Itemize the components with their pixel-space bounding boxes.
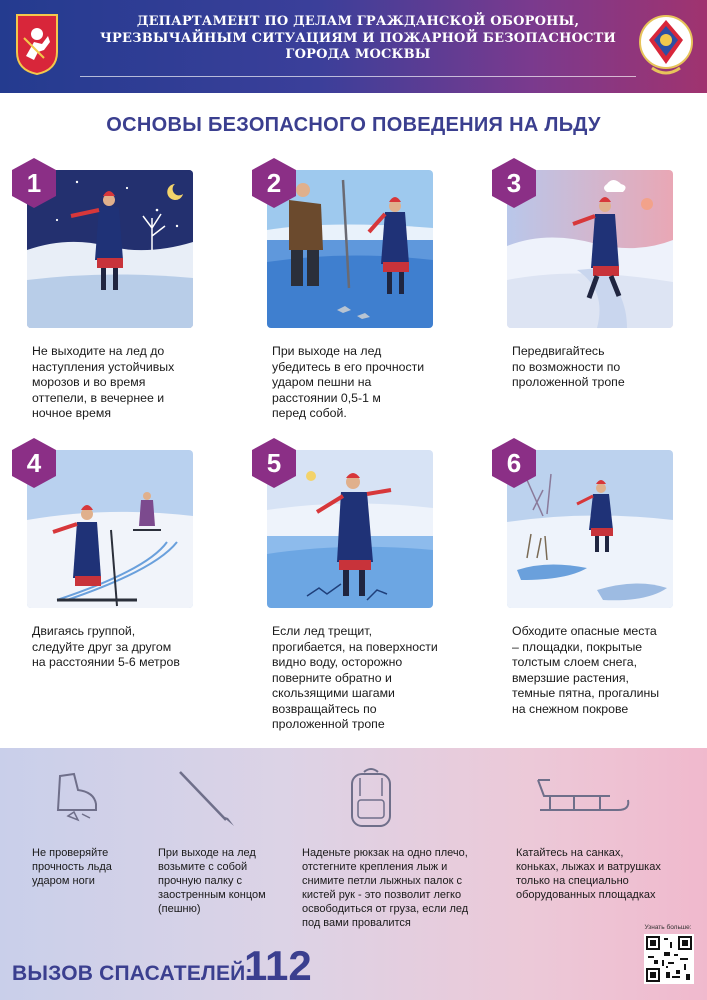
tip-line: (пешню) — [158, 903, 201, 915]
tip-line: снимите петли лыжных палок с — [302, 875, 462, 887]
tip-line: отстегните крепления лыж и — [302, 861, 448, 873]
header-divider — [80, 76, 636, 77]
department-title — [80, 14, 636, 64]
step-number-badge — [12, 438, 56, 488]
tip-line: Наденьте рюкзак на одно плечо, — [302, 847, 468, 859]
tip-line: коньках, лыжах и ватрушках — [516, 861, 661, 873]
step-line: Двигаясь группой, — [32, 624, 136, 638]
step-description — [512, 344, 702, 391]
step-line: оттепели, в вечернее и — [32, 390, 165, 405]
tip-text — [302, 846, 498, 930]
step-line: морозов и во время — [32, 375, 146, 389]
step-description — [272, 624, 462, 733]
qr-code-icon[interactable] — [644, 934, 694, 984]
step-line: видно воду, осторожно — [272, 655, 403, 669]
tip-line: возьмите с собой — [158, 861, 248, 873]
step-card-1 — [12, 158, 212, 428]
tip-line: под вами провалится — [302, 917, 411, 929]
step-number-badge — [252, 158, 296, 208]
page-title: ОСНОВЫ БЕЗОПАСНОГО ПОВЕДЕНИЯ НА ЛЬДУ — [106, 114, 601, 136]
step-line: Не выходите на лед до — [32, 344, 165, 358]
step-number-badge — [492, 158, 536, 208]
step-line: поверните обратно и — [272, 670, 392, 685]
tip-line: Не проверяйте — [32, 847, 109, 859]
step-line: по возможности по — [512, 359, 621, 374]
step-number: 5 — [266, 448, 282, 478]
backpack-icon — [346, 766, 396, 830]
qr-label: Узнать больше: — [644, 924, 692, 931]
step-number: 6 — [506, 448, 522, 478]
tip-text — [158, 846, 288, 916]
call-label: ВЫЗОВ СПАСАТЕЛЕЙ: — [12, 962, 253, 985]
tip-line: При выходе на лед — [158, 847, 256, 859]
step-line: толстым слоем снега, — [512, 655, 637, 669]
step-description — [32, 344, 222, 422]
emergency-number: 112 — [244, 942, 312, 989]
step-card-2 — [252, 158, 452, 428]
tip-line: только на специально — [516, 875, 629, 887]
moscow-coat-of-arms-icon — [14, 12, 60, 76]
tip-line: прочность льда — [32, 861, 112, 873]
header-banner — [0, 0, 707, 93]
step-line: проложенной тропе — [272, 717, 385, 731]
step-line: прогибается, на поверхности — [272, 639, 438, 654]
step-line: скользящими шагами — [272, 686, 395, 700]
step-number: 3 — [506, 168, 522, 198]
tip-line: ударом ноги — [32, 875, 95, 887]
tip-text — [516, 846, 686, 902]
step-card-4 — [12, 438, 212, 718]
step-line: возвращайтесь по — [272, 701, 377, 716]
qr-block — [640, 924, 696, 994]
step-line: перед собой. — [272, 406, 347, 420]
step-line: проложенной тропе — [512, 375, 625, 389]
tip-text — [32, 846, 142, 888]
boot-icon — [48, 772, 104, 822]
tip-line: оборудованных площадках — [516, 889, 656, 901]
step-line: расстоянии 0,5-1 м — [272, 390, 381, 405]
step-number: 4 — [26, 448, 42, 478]
department-title-line: ГОРОДА МОСКВЫ — [285, 47, 431, 62]
tip-line: кистей рук - это позволит легко — [302, 889, 462, 901]
sled-icon — [530, 776, 634, 822]
step-line: – площадки, покрытые — [512, 639, 643, 654]
step-line: на снежном покрове — [512, 701, 629, 716]
step-line: наступления устойчивых — [32, 359, 175, 374]
step-line: Если лед трещит, — [272, 624, 372, 638]
emergency-department-emblem-icon — [638, 12, 694, 80]
tip-line: прочную палку с — [158, 875, 243, 887]
department-title-line: ДЕПАРТАМЕНТ ПО ДЕЛАМ ГРАЖДАНСКОЙ ОБОРОНЫ, — [136, 14, 580, 29]
step-card-5 — [252, 438, 452, 738]
step-number: 2 — [266, 168, 282, 198]
step-number-badge — [252, 438, 296, 488]
department-title-line: ЧРЕЗВЫЧАЙНЫМ СИТУАЦИЯМ И ПОЖАРНОЙ БЕЗОПАСНОСТИ — [99, 30, 617, 46]
step-line: При выходе на лед — [272, 344, 382, 358]
step-card-6 — [492, 438, 692, 718]
step-description — [32, 624, 222, 671]
step-line: вмерзшие растения, — [512, 670, 629, 685]
step-line: убедитесь в его прочности — [272, 359, 425, 374]
ice-pick-icon — [176, 768, 236, 828]
step-line: ночное время — [32, 406, 111, 420]
step-description — [272, 344, 462, 422]
step-card-3 — [492, 158, 692, 428]
step-description — [512, 624, 702, 717]
step-line: Передвигайтесь — [512, 344, 605, 358]
tip-line: освободиться от груза, если лед — [302, 903, 469, 915]
step-number-badge — [12, 158, 56, 208]
step-number-badge — [492, 438, 536, 488]
step-line: следуйте друг за другом — [32, 639, 172, 654]
step-line: на расстоянии 5-6 метров — [32, 655, 180, 669]
tip-line: заостренным концом — [158, 889, 266, 901]
tip-line: Катайтесь на санках, — [516, 847, 624, 859]
step-line: темные пятна, прогалины — [512, 686, 660, 700]
step-line: Обходите опасные места — [512, 624, 657, 638]
step-line: ударом пешни на — [272, 375, 372, 389]
step-number: 1 — [26, 168, 42, 198]
